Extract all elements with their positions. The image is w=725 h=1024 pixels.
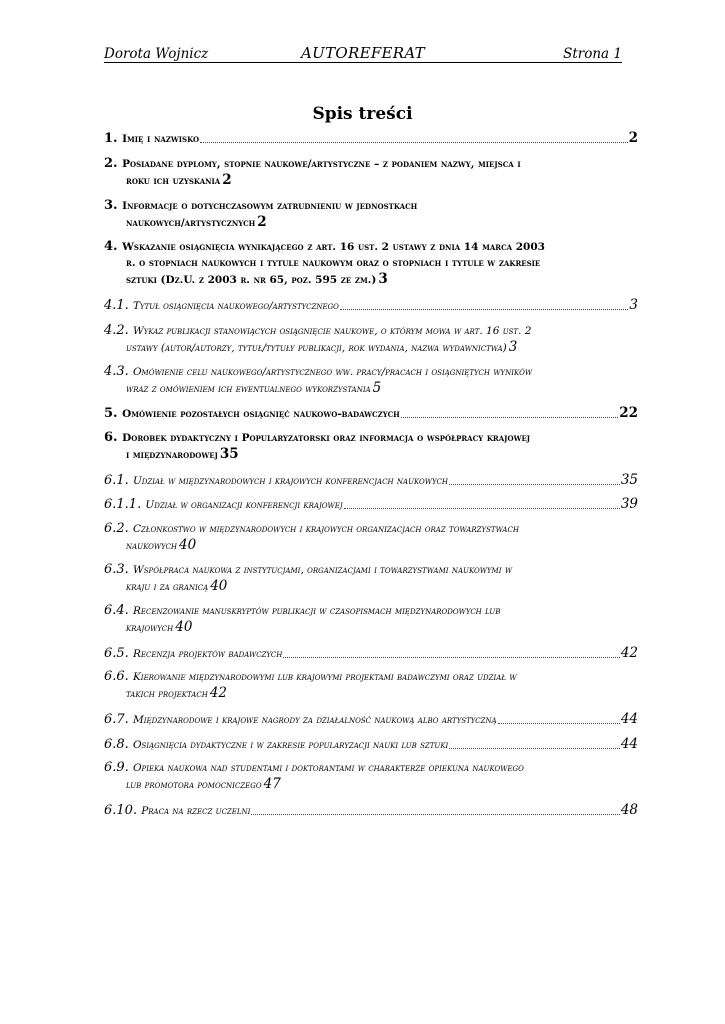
toc-entry-6-1-1[interactable] <box>104 496 638 513</box>
toc-entry-number: 6.3. <box>104 562 129 577</box>
toc-entry-number: 6.1. <box>104 473 129 488</box>
toc-entry-page: 3 <box>508 339 518 355</box>
toc-entry-text: Praca na rzecz uczelni <box>141 805 251 817</box>
toc-entry-text: naukowych <box>126 540 178 552</box>
toc-entry-number: 4.2. <box>104 323 129 338</box>
toc-entry-number: 2. <box>104 156 118 171</box>
toc-entry-6-1[interactable] <box>104 472 638 489</box>
toc-entry-page: 22 <box>619 405 638 421</box>
toc-entry-page: 44 <box>620 736 638 752</box>
toc-entry-text: roku ich uzyskania <box>126 175 221 187</box>
toc-entry-page: 39 <box>620 496 638 512</box>
toc-entry-text: Recenzowanie manuskryptów publikacji w czasopismach międzynarodowych lub <box>132 605 501 617</box>
toc-entry-6-5[interactable] <box>104 645 638 662</box>
toc-entry-text: Posiadane dyplomy, stopnie naukowe/artystyczne – z podaniem nazwy, miejsca i <box>122 158 521 170</box>
toc-entry-text: Wykaz publikacji stanowiących osiągnięcie naukowe, o którym mowa w art. 16 ust. 2 <box>132 325 532 337</box>
toc-entry-page: 35 <box>620 472 638 488</box>
toc-entry-6-7[interactable] <box>104 711 638 728</box>
toc-entry-number: 4.3. <box>104 364 129 379</box>
toc-entry-text: Członkostwo w międzynarodowych i krajowych organizacjach oraz towarzystwach <box>132 523 519 535</box>
toc-entry-6-8[interactable] <box>104 736 638 753</box>
toc-entry-text: Współpraca naukowa z instytucjami, organizacjami i towarzystwami naukowymi w <box>132 564 513 576</box>
toc-entry-page: 44 <box>620 711 638 727</box>
toc-entry-text: Recenzja projektów badawczych <box>132 648 283 660</box>
toc-entry-number: 4. <box>104 239 118 254</box>
toc-entry-page: 47 <box>263 776 281 792</box>
toc-entry-4-2[interactable] <box>104 323 638 356</box>
toc-entry-4[interactable] <box>104 239 638 288</box>
toc-entry-text: Informacje o dotychczasowym zatrudnieniu w jednostkach <box>122 200 418 212</box>
toc-entry-page: 42 <box>620 645 638 661</box>
toc-entry-text: r. o stopniach naukowych i tytule naukowym oraz o stopniach i tytule w zakresie <box>126 257 541 269</box>
leader-dots <box>401 409 618 418</box>
toc-entry-page: 42 <box>209 685 227 701</box>
toc-entry-text: Udział w międzynarodowych i krajowych konferencjach naukowych <box>132 475 448 487</box>
toc-entry-text: Udział w organizacji konferencji krajowej <box>145 499 343 511</box>
toc-entry-text: takich projektach <box>126 688 208 700</box>
leader-dots <box>498 715 620 724</box>
toc-entry-number: 6.8. <box>104 737 129 752</box>
leader-dots <box>251 806 619 815</box>
toc-entry-4-1[interactable] <box>104 297 638 314</box>
toc-entry-6-9[interactable] <box>104 760 638 793</box>
toc-entry-text: Międzynarodowe i krajowe nagrody za działalność naukową albo artystyczną <box>132 714 497 726</box>
toc-entry-page: 40 <box>175 619 193 635</box>
toc-entry-text: Omówienie celu naukowego/artystycznego ww. pracy/pracach i osiągniętych wyników <box>132 366 533 378</box>
toc-entry-6-4[interactable] <box>104 603 638 636</box>
toc-entry-number: 6.4. <box>104 603 129 618</box>
toc-entry-1[interactable] <box>104 130 638 147</box>
toc-entry-2[interactable] <box>104 156 638 189</box>
toc-entry-text: sztuki (Dz.U. z 2003 r. nr 65, poz. 595 ze zm.) <box>126 274 377 286</box>
toc-entry-page: 48 <box>620 802 638 818</box>
toc-entry-6-6[interactable] <box>104 669 638 702</box>
leader-dots <box>449 476 620 485</box>
toc-entry-text: Tytuł osiągnięcia naukowego/artystycznego <box>132 300 339 312</box>
toc-entry-number: 1. <box>104 131 118 146</box>
toc-entry-text: Kierowanie międzynarodowymi lub krajowymi projektami badawczymi oraz udział w <box>132 671 517 683</box>
toc-title: Spis treści <box>312 104 413 124</box>
toc-entry-text: Dorobek dydaktyczny i Popularyzatorski oraz informacja o współpracy krajowej <box>122 432 531 444</box>
toc-entry-number: 6.5. <box>104 646 129 661</box>
toc-entry-number: 6.6. <box>104 669 129 684</box>
toc-entry-text: Opieka naukowa nad studentami i doktorantami w charakterze opiekuna naukowego <box>132 762 524 774</box>
toc-entry-number: 5. <box>104 406 118 421</box>
toc-entry-page: 5 <box>372 380 382 396</box>
toc-entry-number: 4.1. <box>104 298 129 313</box>
header-page-number: Strona 1 <box>563 46 622 62</box>
leader-dots <box>340 301 629 310</box>
toc-entry-3[interactable] <box>104 198 638 231</box>
header-title: AUTOREFERAT <box>301 44 425 62</box>
toc-entry-number: 6.10. <box>104 803 138 818</box>
toc-entry-page: 40 <box>210 578 228 594</box>
leader-dots <box>449 740 619 749</box>
toc-entry-text: Omówienie pozostałych osiągnięć naukowo-badawczych <box>122 408 400 420</box>
toc-entry-text: lub promotora pomocniczego <box>126 779 262 791</box>
toc-entry-text: naukowych/artystycznych <box>126 217 256 229</box>
toc-entry-page: 2 <box>222 172 232 188</box>
leader-dots <box>344 500 620 509</box>
toc-entry-text: ustawy (autor/autorzy, tytuł/tytuły publikacji, rok wydania, nazwa wydawnictwa) <box>126 342 507 354</box>
toc-entry-text: krajowych <box>126 622 174 634</box>
toc-entry-text: Imię i nazwisko <box>122 133 200 145</box>
header-author: Dorota Wojnicz <box>104 46 209 62</box>
toc-entry-number: 6.9. <box>104 760 129 775</box>
toc-entry-text: Wskazanie osiągnięcia wynikającego z art. 16 ust. 2 ustawy z dnia 14 marca 2003 <box>122 241 545 253</box>
toc-entry-page: 3 <box>378 271 388 287</box>
toc-entry-number: 6.1.1. <box>104 497 142 512</box>
toc-entry-text: i międzynarodowej <box>126 449 218 461</box>
toc-entry-page: 2 <box>257 214 267 230</box>
toc-entry-page: 2 <box>628 130 638 146</box>
toc-entry-6-3[interactable] <box>104 562 638 595</box>
leader-dots <box>283 649 619 658</box>
toc-entry-4-3[interactable] <box>104 364 638 397</box>
toc-entry-5[interactable] <box>104 405 638 422</box>
page-header <box>104 44 622 63</box>
toc-entry-page: 3 <box>629 297 638 313</box>
toc-entry-6-10[interactable] <box>104 802 638 819</box>
toc-entry-number: 6.7. <box>104 712 129 727</box>
leader-dots <box>200 134 628 143</box>
toc-entry-number: 6. <box>104 430 118 445</box>
toc-entry-text: kraju i za granicą <box>126 581 209 593</box>
toc-entry-page: 40 <box>179 537 197 553</box>
toc-entry-page: 35 <box>219 446 239 462</box>
toc-entry-text: Osiągnięcia dydaktyczne i w zakresie popularyzacji nauki lub sztuki <box>132 739 449 751</box>
toc-entry-6[interactable] <box>104 430 638 463</box>
toc-entry-6-2[interactable] <box>104 521 638 554</box>
toc-entry-text: wraz z omówieniem ich ewentualnego wykorzystania <box>126 383 371 395</box>
toc-entry-number: 3. <box>104 198 118 213</box>
toc-entry-number: 6.2. <box>104 521 129 536</box>
